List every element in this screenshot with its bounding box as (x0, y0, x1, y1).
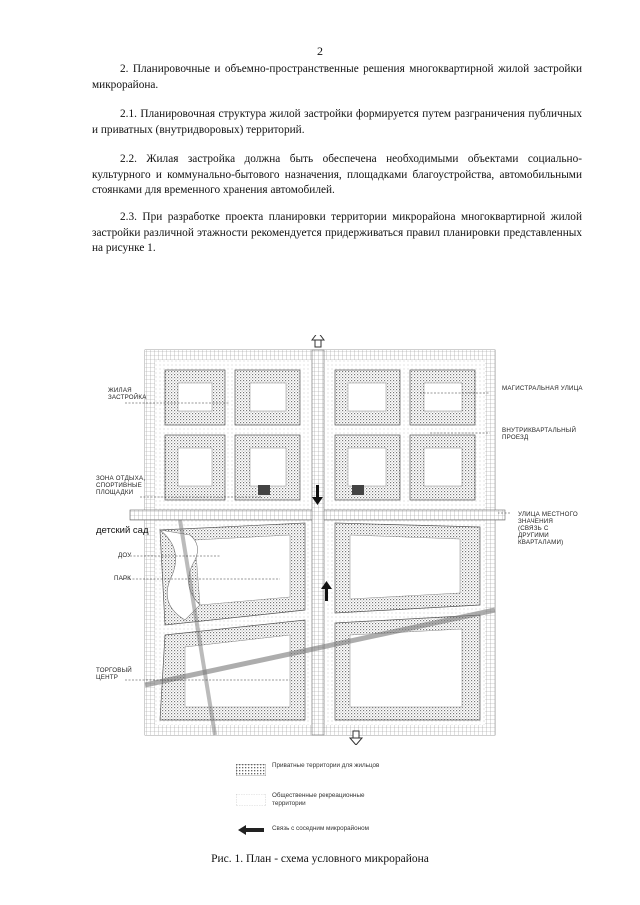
legend-text: Связь с соседним микрорайоном (272, 825, 369, 832)
legend-text: Приватные территории для жильцов (272, 762, 380, 769)
label-local-street: УЛИЦА МЕСТНОГО ЗНАЧЕНИЯ (СВЯЗЬ С ДРУГИМИ КВАРТАЛАМИ) (518, 511, 578, 546)
legend-item-private (236, 762, 436, 780)
main-street-vertical (312, 350, 324, 735)
street-left (145, 350, 155, 735)
label-inner-passage: ВНУТРИКВАРТАЛЬНЫЙ ПРОЕЗД (502, 427, 577, 441)
arrow-up-top-icon (312, 335, 324, 347)
legend-text: Общественные рекреационные территории (272, 792, 365, 807)
label-dou: ДОУ (118, 552, 132, 559)
page-number: 2 (317, 44, 323, 58)
microdistrict-plan-figure (90, 335, 590, 745)
paragraph-text: 2. Планировочные и объемно-пространственные решения многоквартирной жилой застройки микрорайона. (92, 63, 582, 91)
paragraph-2-2 (92, 152, 582, 199)
hatch-swatch (236, 764, 266, 776)
paragraph-2-1 (92, 107, 582, 138)
street-right (485, 350, 495, 735)
paragraph-2 (92, 62, 582, 93)
figure-caption: Рис. 1. План - схема условного микрорайона (211, 853, 429, 865)
label-shopping: ТОРГОВЫЙ ЦЕНТР (96, 667, 132, 681)
legend-item-public (236, 792, 436, 810)
paragraph-text: 2.3. При разработке проекта планировки территории микрорайона многоквартирной жилой застройки различной этажности рекомендуется придерживаться правил планировки представленных на рисунке 1. (92, 211, 582, 254)
paragraph-2-3 (92, 210, 582, 257)
legend (236, 762, 436, 842)
arrow-left-icon (236, 824, 266, 836)
dotted-swatch (236, 794, 266, 806)
label-kindergarten: детский сад (96, 525, 149, 536)
label-main-street: МАГИСТРАЛЬНАЯ УЛИЦА (502, 385, 583, 392)
paragraph-text: 2.1. Планировочная структура жилой застройки формируется путем разграничения публичных и приватных (внутридворовых) территорий. (92, 108, 582, 136)
legend-item-link (236, 822, 436, 840)
label-recreation: ЗОНА ОТДЫХА, СПОРТИВНЫЕ ПЛОЩАДКИ (96, 475, 146, 496)
label-housing: ЖИЛАЯ ЗАСТРОЙКА (108, 387, 147, 401)
paragraph-text: 2.2. Жилая застройка должна быть обеспечена необходимыми объектами социально-культурного и коммунально-бытового назначения, площадками благоустройства, автомобильными стоянками для временного хранения автомобилей. (92, 153, 582, 196)
label-park: ПАРК (114, 575, 132, 582)
